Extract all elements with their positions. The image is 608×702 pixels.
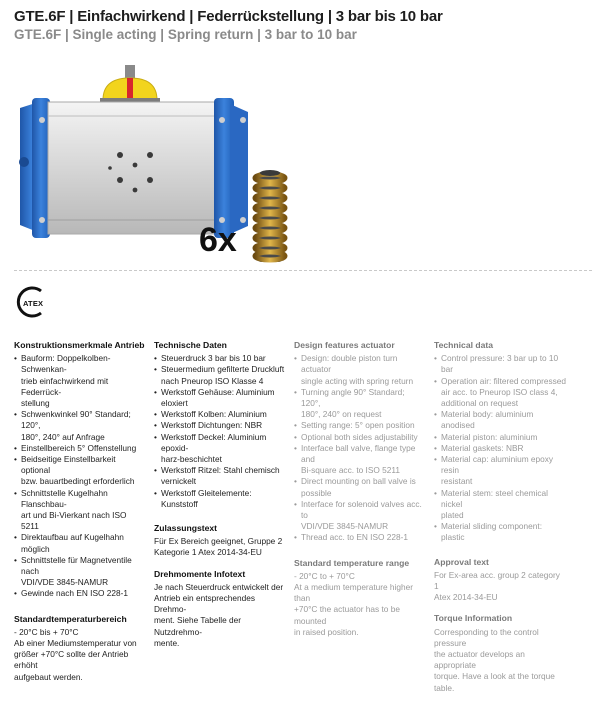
torque-heading-de: Drehmomente Infotext xyxy=(154,568,246,579)
technical-list-de xyxy=(154,353,286,510)
list-item: • Control pressure: 3 bar up to 10 bar xyxy=(434,353,566,375)
list-item: stellung xyxy=(21,398,50,409)
list-item: • Material body: aluminium anodised xyxy=(434,409,566,431)
approval-heading-en: Approval text xyxy=(434,556,489,567)
torque-line: table. xyxy=(434,682,455,693)
column-technical-en xyxy=(434,340,566,702)
temperature-heading-en: Standard temperature range xyxy=(294,557,410,568)
section-divider xyxy=(14,270,592,271)
design-list-en xyxy=(294,353,426,543)
column-design-en xyxy=(294,340,426,646)
position-indicator-icon xyxy=(100,65,160,104)
list-item: 180°, 240° on request xyxy=(301,409,382,420)
atex-label: ATEX xyxy=(23,299,44,308)
header-title-de: GTE.6F | Einfachwirkend | Federrückstellung | 3 bar bis 10 bar xyxy=(14,8,443,25)
list-item: VDI/VDE 3845-NAMUR xyxy=(301,521,389,532)
temperature-line: in raised position. xyxy=(294,626,359,637)
list-item: • Material sliding component: plastic xyxy=(434,521,566,543)
list-item: plated xyxy=(441,510,464,521)
list-item: • Schnittstelle Kugelhahn Flanschbau- xyxy=(14,488,146,510)
torque-line: mente. xyxy=(154,637,180,648)
temperature-line: - 20°C to + 70°C xyxy=(294,570,355,581)
temperature-line: +70°C the actuator has to be mounted xyxy=(294,604,400,626)
list-item: • Werkstoff Kolben: Aluminium xyxy=(154,409,286,420)
list-item: VDI/VDE 3845-NAMUR xyxy=(21,577,109,588)
torque-line: Antrieb ein entsprechendes Drehmo- xyxy=(154,593,256,615)
temperature-line: - 20°C bis + 70°C xyxy=(14,626,79,637)
list-item: • Thread acc. to EN ISO 228-1 xyxy=(294,532,426,543)
column-technical-de xyxy=(154,340,286,657)
approval-line: Kategorie 1 Atex 2014-34-EU xyxy=(154,547,262,558)
approval-line: Atex 2014-34-EU xyxy=(434,592,498,603)
list-item: • Material cap: aluminium epoxy resin xyxy=(434,454,566,476)
list-item: trieb einfachwirkend mit Federrück- xyxy=(21,375,109,397)
spring-icon xyxy=(255,170,285,262)
torque-line: Je nach Steuerdruck entwickelt der xyxy=(154,581,284,592)
list-item: • Interface for solenoid valves acc. to xyxy=(294,499,426,521)
list-item: eloxiert xyxy=(161,398,188,409)
list-item: additional on request xyxy=(441,398,519,409)
list-item: • Steuermedium gefilterte Druckluft xyxy=(154,364,286,375)
column-construction-de xyxy=(14,340,146,691)
list-item: harz-beschichtet xyxy=(161,454,222,465)
list-item: • Gewinde nach EN ISO 228-1 xyxy=(14,588,146,599)
technical-heading-de: Technische Daten xyxy=(154,340,227,350)
technical-list-en xyxy=(434,353,566,543)
temperature-line: aufgebaut werden. xyxy=(14,671,83,682)
approval-heading-de: Zulassungstext xyxy=(154,523,218,534)
list-item: resistant xyxy=(441,476,473,487)
list-item: • Steuerdruck 3 bar bis 10 bar xyxy=(154,353,286,364)
temperature-line: At a medium temperature higher than xyxy=(294,582,413,604)
actuator-figure xyxy=(0,60,330,270)
list-item: air acc. to Pneurop ISO class 4, xyxy=(441,386,558,397)
list-item: • Werkstoff Ritzel: Stahl chemisch xyxy=(154,465,286,476)
list-item: • Beidseitige Einstellbarkeit optional xyxy=(14,454,146,476)
list-item: • Material gaskets: NBR xyxy=(434,443,566,454)
list-item: • Direct mounting on ball valve is xyxy=(294,476,426,487)
list-item: 180°, 240° auf Anfrage xyxy=(21,431,105,442)
list-item: • Design: double piston turn actuator xyxy=(294,353,426,375)
list-item: • Material stem: steel chemical nickel xyxy=(434,488,566,510)
design-heading-en: Design features actuator xyxy=(294,340,395,350)
torque-line: the actuator develops an appropriate xyxy=(434,649,525,671)
list-item: • Einstellbereich 5° Offenstellung xyxy=(14,443,146,454)
list-item: • Direktaufbau auf Kugelhahn möglich xyxy=(14,532,146,554)
list-item: • Interface ball valve, flange type and xyxy=(294,443,426,465)
list-item: • Schnittstelle für Magnetventile nach xyxy=(14,555,146,577)
list-item: • Werkstoff Deckel: Aluminium epoxid- xyxy=(154,432,286,454)
temperature-heading-de: Standardtemperaturbereich xyxy=(14,613,127,624)
header-title-en: GTE.6F | Single acting | Spring return | 3 bar to 10 bar xyxy=(14,27,357,42)
list-item: single acting with spring return xyxy=(301,375,414,386)
approval-line: For Ex-area acc. group 2 category 1 xyxy=(434,569,560,592)
list-item: • Turning angle 90° Standard; 120°, xyxy=(294,387,426,409)
list-item: • Werkstoff Dichtungen: NBR xyxy=(154,420,286,431)
list-item: vernickelt xyxy=(161,476,197,487)
torque-heading-en: Torque Information xyxy=(434,613,513,624)
list-item: nach Pneurop ISO Klasse 4 xyxy=(161,375,264,386)
technical-heading-en: Technical data xyxy=(434,340,494,350)
list-item: • Operation air: filtered compressed xyxy=(434,376,566,387)
list-item: • Werkstoff Gehäuse: Aluminium xyxy=(154,387,286,398)
construction-heading-de: Konstruktionsmerkmale Antrieb xyxy=(14,340,145,350)
construction-list-de xyxy=(14,353,146,599)
temperature-line: größer +70°C sollte der Antrieb erhöht xyxy=(14,649,129,671)
list-item: • Werkstoff Gleitelemente: Kunststoff xyxy=(154,488,286,510)
list-item: • Schwenkwinkel 90° Standard; 120°, xyxy=(14,409,146,431)
list-item: possible xyxy=(301,487,332,498)
list-item: bzw. bauartbedingt erforderlich xyxy=(21,476,135,487)
torque-line: Corresponding to the control pressure xyxy=(434,626,539,648)
torque-line: ment. Siehe Tabelle der Nutzdrehmo- xyxy=(154,615,242,637)
list-item: • Material piston: aluminium xyxy=(434,432,566,443)
temperature-line: Ab einer Mediumstemperatur von xyxy=(14,638,137,649)
list-item: art und Bi-Vierkant nach ISO 5211 xyxy=(21,510,127,532)
approval-line: Für Ex Bereich geeignet, Gruppe 2 xyxy=(154,536,283,547)
spring-quantity-label: 6x xyxy=(199,221,237,259)
list-item: • Setting range: 5° open position xyxy=(294,420,426,431)
list-item: • Bauform: Doppelkolben-Schwenkan- xyxy=(14,353,146,375)
list-item: • Optional both sides adjustability xyxy=(294,432,426,443)
torque-line: torque. Have a look at the torque xyxy=(434,671,555,682)
list-item: Bi-square acc. to ISO 5211 xyxy=(301,465,400,476)
